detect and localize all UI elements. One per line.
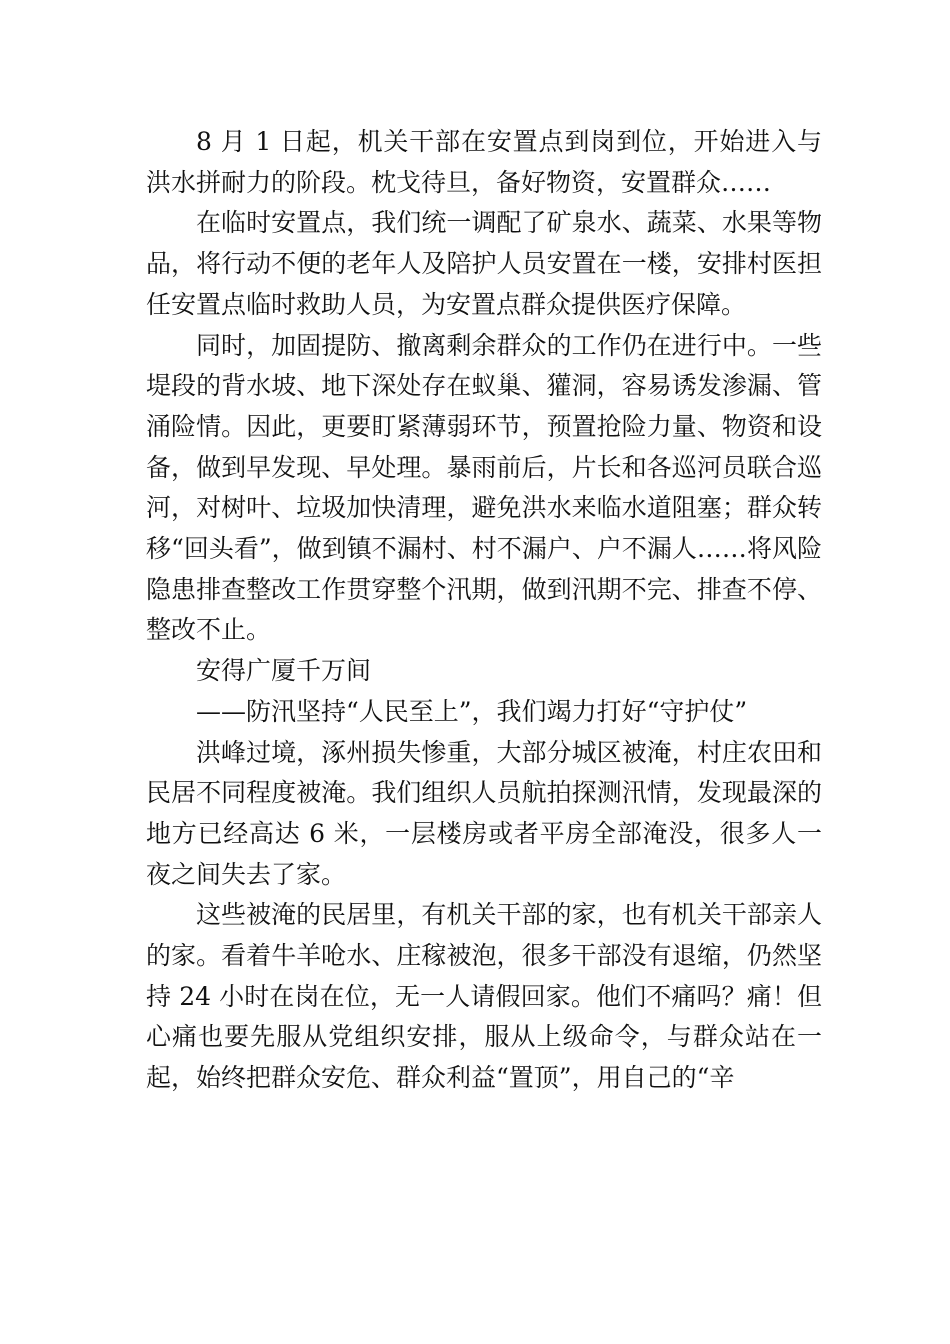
paragraph-flood-peak: 洪峰过境，涿州损失惨重，大部分城区被淹，村庄农田和民居不同程度被淹。我们组织人员航拍探测汛情，发现最深的地方已经高达 6 米，一层楼房或者平房全部淹没，很多人一夜之间失去了家。 <box>146 737 822 889</box>
paragraph-cadres: 这些被淹的民居里，有机关干部的家，也有机关干部亲人的家。看着牛羊呛水、庄稼被泡，很多干部没有退缩，仍然坚持 24 小时在岗在位，无一人请假回家。他们不痛吗？痛！但心痛也要先服从党组织安排，服从上级命令，与群众站在一起，始终把群众安危、群众利益“置顶”，用自己的“辛 <box>146 900 822 1093</box>
document-body <box>146 122 822 1099</box>
paragraph-arrival: 8 月 1 日起，机关干部在安置点到岗到位，开始进入与洪水拼耐力的阶段。枕戈待旦，备好物资，安置群众…… <box>146 127 822 197</box>
section-subheading: ——防汛坚持“人民至上”，我们竭力打好“守护仗” <box>196 696 748 726</box>
section-heading: 安得广厦千万间 <box>196 656 372 686</box>
paragraph-shelter: 在临时安置点，我们统一调配了矿泉水、蔬菜、水果等物品，将行动不便的老年人及陪护人员安置在一楼，安排村医担任安置点临时救助人员，为安置点群众提供医疗保障。 <box>146 208 822 319</box>
paragraph-embankment: 同时，加固提防、撤离剩余群众的工作仍在进行中。一些堤段的背水坡、地下深处存在蚁巢、獾洞，容易诱发渗漏、管涌险情。因此，更要盯紧薄弱环节，预置抢险力量、物资和设备，做到早发现、早处理。暴雨前后，片长和各巡河员联合巡河，对树叶、垃圾加快清理，避免洪水来临水道阻塞；群众转移“回头看”，做到镇不漏村、村不漏户、户不漏人……将风险隐患排查整改工作贯穿整个汛期，做到汛期不完、排查不停、整改不止。 <box>146 330 822 645</box>
